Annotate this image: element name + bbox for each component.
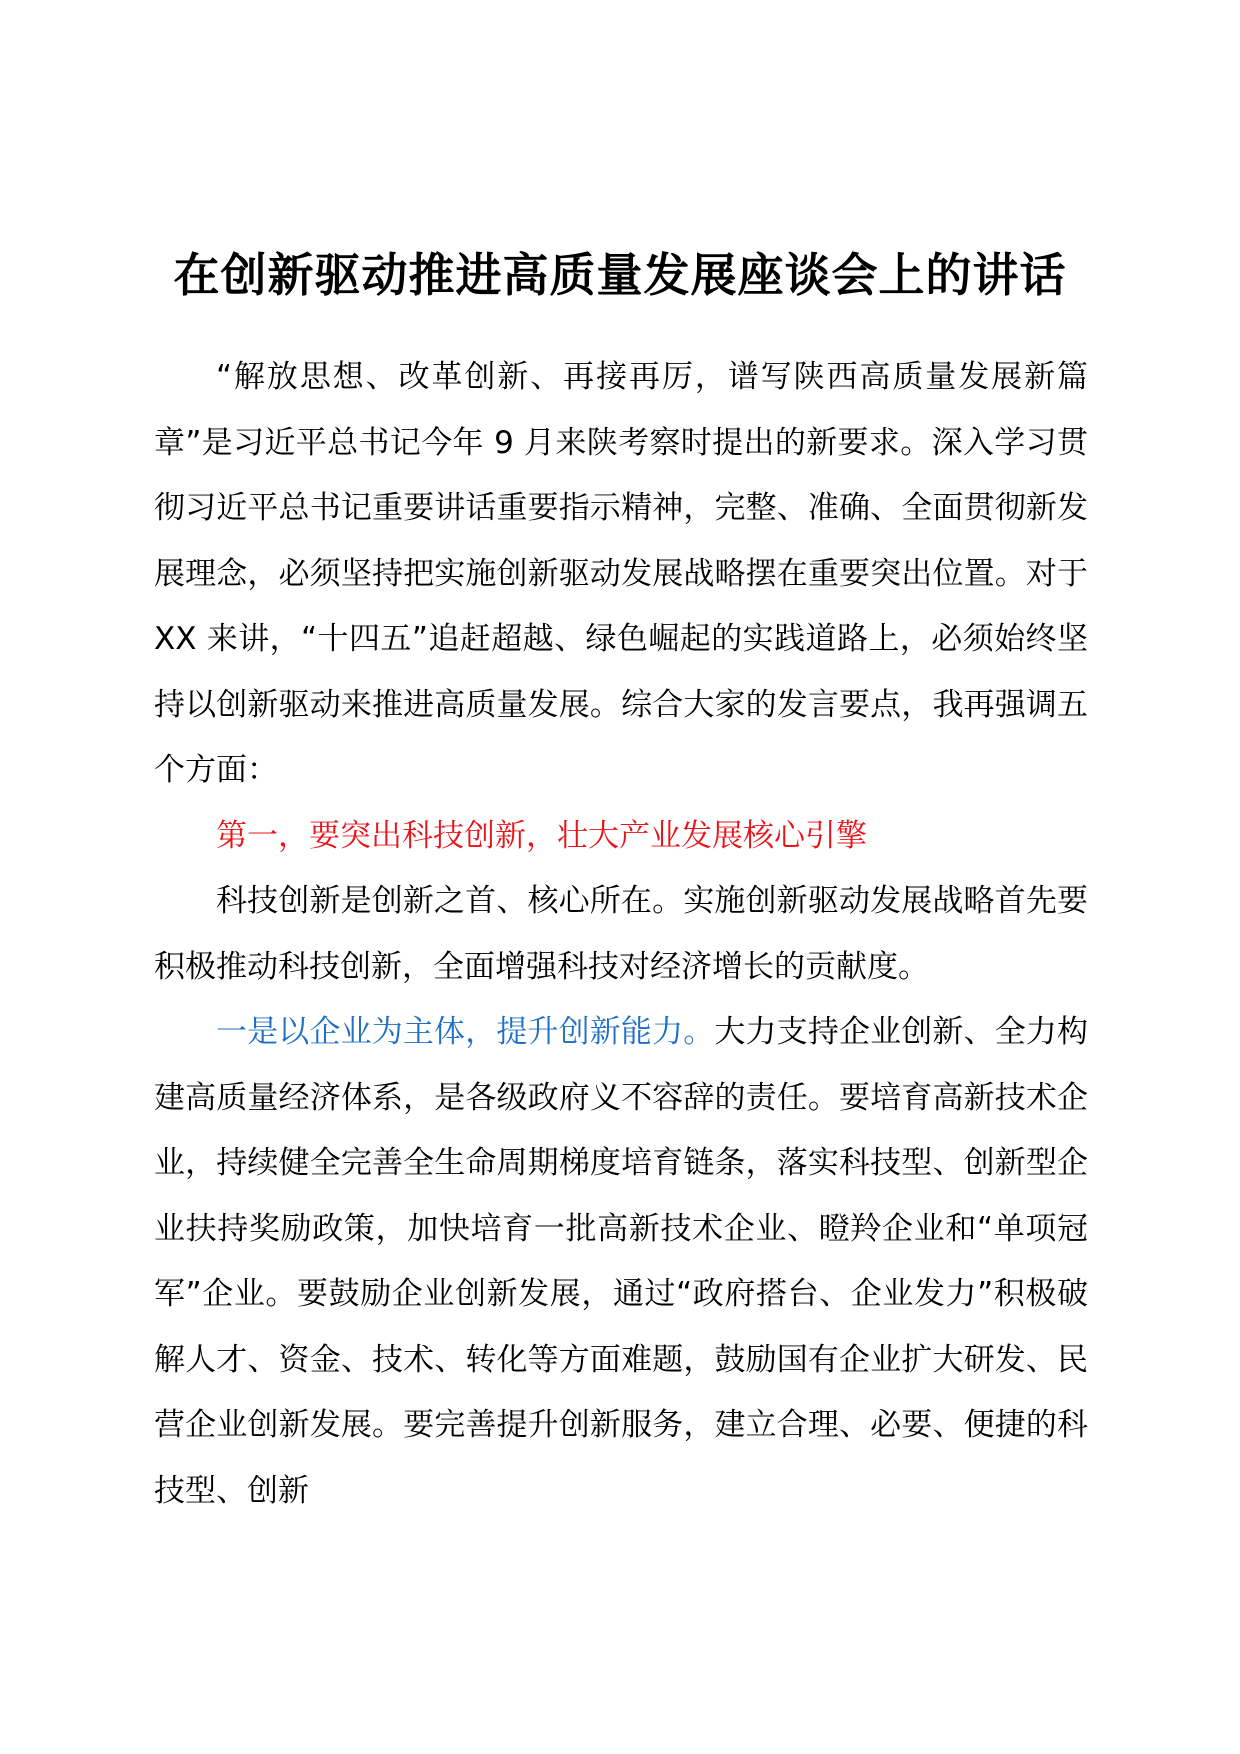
section-heading: 第一，要突出科技创新，壮大产业发展核心引擎: [216, 817, 867, 854]
document-title: 在创新驱动推进高质量发展座谈会上的讲话: [173, 248, 1067, 302]
document-body: [154, 345, 1088, 1524]
point-paragraph: [154, 1000, 1088, 1524]
section-paragraph: 科技创新是创新之首、核心所在。实施创新驱动发展战略首先要积极推动科技创新，全面增强科技对经济增长的贡献度。: [154, 883, 1088, 985]
point-body: 大力支持企业创新、全力构建高质量经济体系，是各级政府义不容辞的责任。要培育高新技术企业，持续健全完善全生命周期梯度培育链条，落实科技型、创新型企业扶持奖励政策，加快培育一批高新技术企业、瞪羚企业和“单项冠军”企业。要鼓励企业创新发展，通过“政府搭台、企业发力”积极破解人才、资金、技术、转化等方面难题，鼓励国有企业扩大研发、民营企业创新发展。要完善提升创新服务，建立合理、必要、便捷的科技型、创新: [154, 1014, 1089, 1509]
point-lead: 一是以企业为主体，提升创新能力。: [216, 1014, 715, 1050]
intro-paragraph: “解放思想、改革创新、再接再厉，谱写陕西高质量发展新篇章”是习近平总书记今年 9 月来陕考察时提出的新要求。深入学习贯彻习近平总书记重要讲话重要指示精神，完整、准确、全面贯彻新发展理念，必须坚持把实施创新驱动发展战略摆在重要突出位置。对于 XX 来讲，“十四五”追赶超越、绿色崛起的实践道路上，必须始终坚持以创新驱动来推进高质量发展。综合大家的发言要点，我再强调五个方面：: [154, 359, 1088, 788]
